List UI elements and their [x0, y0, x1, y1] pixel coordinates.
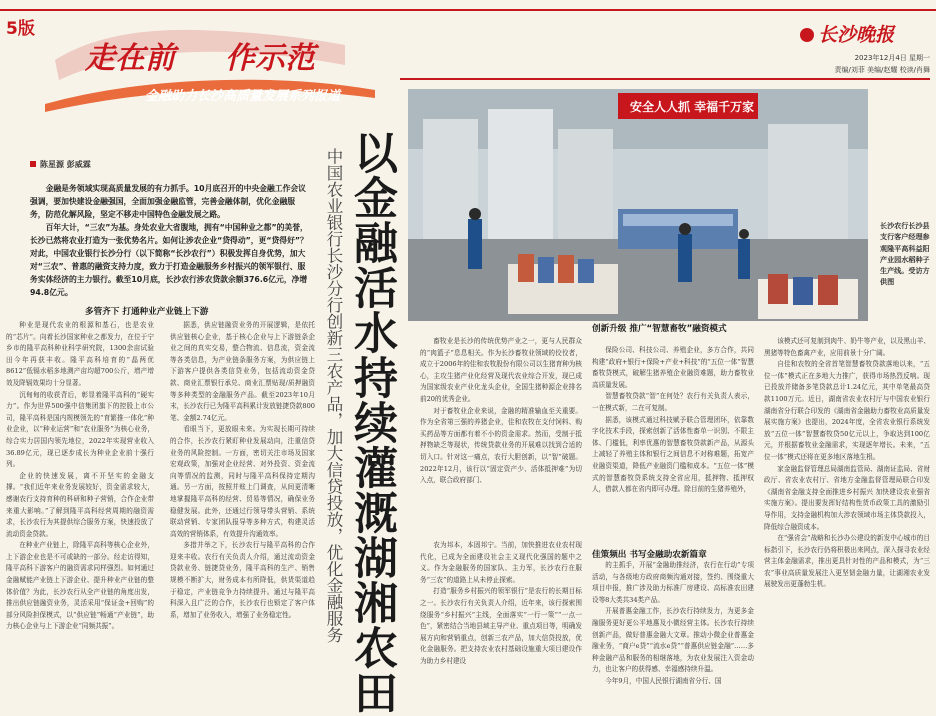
series-banner — [45, 20, 385, 115]
body-paragraph: 在“强省会”战略和长沙办公建设的新发中心城市的目标指引下，长沙农行仍将积极出来网点，深入探寻农业经营主体金融需求，推出更具针对性的产品和模式，为“三农”事业高质量发展注入更坚韧金融力量，让湖湘农业发展驶发出更蓬勃生机。 — [764, 534, 930, 589]
date-line: 2023年12月4日 星期一 — [854, 54, 930, 62]
body-paragraph: 该模式还可复制到肉牛、奶牛等产业，以及黑山羊、黑猪等特色畜禽产业，应用前景十分广阔。 — [764, 337, 930, 357]
body-paragraph: 据悉，该模式通过科技赋予联合管理团环，依靠数字化技术手段，探索创新了活体性畜单一识别、不限主体、门槛低，利率优惠的智慧畜牧贷款新产品，从源头上减轻了养殖主体和银行之间信息不对称难题，拓宽产业融资渠道，降低产业融资门槛和成本。“五位一体”模式的智慧畜牧贷系统支持全省应用，抵押物、抵押权人，借款人都在省内即可办理。除目前的生猪养殖外， — [592, 415, 754, 494]
body-paragraph: 的主抓手，开展“金融助推经济，农行在行动”专项活动，与各级地方政府商频沟通对接，签约、围绕重大项目申报，推广涉及助力标准厂房建设、高标准农田建设等8大类共34类产品。 — [592, 561, 754, 604]
body-paragraph: 今年9月，中国人民银行湖南省分行、国 — [605, 676, 722, 685]
factory-photo — [408, 89, 868, 321]
page-number: 5版 — [6, 19, 35, 39]
section2-heading: 创新升级 推广“智慧畜牧”融资模式 — [592, 324, 727, 334]
lead-paragraph: 百年大计，“三农”为基。身处农业大省腹地，拥有“中国种业之都”的美誉，长沙已然将农业打造为一张优势名片。如何让涉农企业“贷得动”，更“贷得好”？对此，中国农业银行长沙分行（以下简称“长沙农行”）积极发挥自身优势，加大对“三农”、普惠的融资支持力度，致力于打造金融服务乡村振兴的领军银行、服务实体经济的主力银行。截至10月底，长沙农行涉农贷款余额376.6亿元，净增94.8亿元。 — [30, 223, 308, 297]
photo-caption: 长沙农行长沙县支行客户经理参观隆平高科益阳产业园水稻种子生产线。受访方供图 — [880, 221, 930, 287]
article-subtitle: 中国农业银行长沙分行创新三农产品，加大信贷投放，优化金融服务 — [324, 148, 343, 643]
editors-line: 责编/刘菲 美编/赵耀 校读/肖舞 — [834, 66, 930, 74]
body-paragraph: 保险公司、科技公司、养殖企业，多方合作，共同构建“政府+银行+保险+产业+科技”的“五位一体”智慧畜牧贷模式，破解生猪养殖企业融资难题，助力畜牧业高质量发展。 — [592, 346, 754, 389]
body-paragraph: 畜牧业是长沙的传统优势产业之一，更与人民群众的“肉篮子”息息相关。作为长沙畜牧业领域的佼佼者，成立于2006年的佳和农牧股份有限公司以生猪育种为核心，主攻生猪产业化经营及现代农业综合开发，现已成为国家级农业产业化龙头企业，全国生猪种源企业排名前20的优秀企业。 — [420, 337, 582, 403]
masthead-meta — [765, 52, 930, 76]
slogan-part2: 作示范 — [225, 41, 315, 76]
body-paragraph: 多措并举之下，长沙农行与隆平高科的合作迎来丰收。农行有关负责人介绍，通过流动资金贷款业务、链捷贷业务，隆平高科的生产、销售规模不断扩大，财务成本有所降低，供货渠道趋于稳定，产业链竞争力持续提升。通过与隆平高科深入且广泛的合作，长沙农行也锁定了客户体系，增加了业务收入，增强了业务稳定性。 — [170, 541, 315, 619]
body-column-1 — [6, 320, 154, 712]
lead-paragraphs — [30, 182, 310, 297]
body-column-3 — [420, 336, 582, 542]
body-paragraph: 打造“服务乡村振兴的领军银行”是农行的长期目标之一。长沙农行有关负责人介绍，近年来，该行探索围绕服务“乡村振兴”主线，全面落实“一行一策”“一点一色”，紧密结合当地县域主导产业、重点项目等，明确发展方向和营销重点，创新三农产品，加大信贷投放，优化金融服务。把支持农业农村基础设施重大项目建设作为助力乡村建设 — [420, 587, 582, 665]
body-column-6 — [420, 540, 582, 710]
author-marker-icon — [30, 161, 36, 167]
body-column-5 — [764, 336, 930, 706]
body-paragraph: 智慧畜牧贷款“智”在何处？农行有关负责人表示，一在模式新，二在可复制。 — [592, 392, 754, 412]
section3-heading: 佳策频出 书写金融助农新篇章 — [592, 550, 707, 560]
factory-photo-art — [408, 89, 868, 321]
lead-paragraph: 金融是务领域实现高质量发展的有力抓手。10月底召开的中央金融工作会议强调，要加快建设金融强国，全面加强金融监管，完善金融体制，优化金融服务，防范化解风险，坚定不移走中国特色金融发展之路。 — [30, 184, 306, 219]
series-title: 金融助力长沙高质量发展系列报道 — [145, 89, 341, 104]
body-paragraph: 企业的快速发展，离不开坚实的金融支撑。“我们近年来业务发展较好，资金需求较大，感谢农行支持育种的科研和种子营销，合作企业带来重大影响。”了解到隆平高科经营周期的融资需求，长沙农行为其提供综合服务方案，快速投放了流动资金贷款。 — [6, 471, 154, 538]
body-paragraph: 开展普惠金融工作，长沙农行持续发力，为更多金融服务更好更公平地惠及小微经营主体。长沙农行持续创新产品，做好普惠金融大文章。推动小微企业普惠金融业务，“商户e贷”“流水e贷”“普惠供应链金融”……多种金融产品和服务的相继落地，为农业发展注入资金动力，也让客户的获得感、幸福感持续升温。 — [592, 607, 754, 674]
body-column-7 — [592, 560, 754, 710]
header-rule — [400, 78, 930, 80]
body-paragraph: 家金融监督管理总局湖南监管局、湖南证监局、省财政厅、省农业农村厅、省地方金融监督管理局联合印发《湖南省金融支持全面推进乡村振兴 加快建设农业强省实施方案》。提出要发挥好结构性货币政策工具的激励引导作用，支持金融机构加大涉农领域市场主体贷款投入，降低综合融资成本。 — [764, 464, 930, 531]
body-paragraph: 种业是现代农业的根源和基石，也是农业的“芯片”。向着长沙国家种业之都发力，在位于宁乡市的隆平高科种业科学研究院，1300余亩试验田今年再获丰收。隆平高科培育的“晶两优8612”低镉水稻多地测产亩均超700公斤，增产增效及降镉效果均十分显著。 — [6, 321, 154, 387]
article-title: 以金融活水持续灌溉湖湘农田 — [346, 130, 397, 715]
photo-banner-text: 安全人人抓 幸福千万家 — [630, 100, 755, 114]
section1-heading: 多管齐下 打通种业产业链上下游 — [85, 307, 209, 317]
masthead-logo-icon — [800, 28, 814, 42]
body-paragraph: 沉甸甸的收获背后，彰显着隆平高科的“硬实力”。作为世界500强中信集团旗下的控股上市公司，隆平高科是国内规模领先的“育繁推一体化”种业企业，以“种业运营”和“农业服务”为核心业务，综合实力居国内领先地位，2022年实现营业收入36.89亿元，现已逐步成长为种业企业前十强行列。 — [6, 390, 154, 469]
masthead-title: 长沙晚报 — [818, 24, 895, 46]
body-column-4 — [592, 345, 754, 542]
body-paragraph: 看眼当下，更放眼未来。为实现长期可持续的合作，长沙农行紧盯种业发展动向，注重信贷业务的风险控制。一方面，密切关注市场及国家宏观政策，加强对企业经营、对外投资、资金流向等情况的监测，同时与隆平高科保持定期沟通。另一方面，按照并账上门调查，从间更清晰地掌握隆平高科的经营、贸易等情况，确保业务稳健发展。此外，还通过行领导带头营销、系统联动营销、专家团队报导等多种方式，构建灵活高效的营销体系，有效提升沟通效率。 — [170, 425, 315, 538]
top-rule — [0, 9, 936, 11]
slogan-part1: 走在前 — [85, 41, 175, 76]
body-paragraph: 自佳和农牧的全省首笔智慧畜牧贷款落地以来，“五位一体”模式正在多地大力推广，获得市场热烈反响。现已投放并储备多笔贷款总计1.24亿元，其中单笔最高贷款1100万元。近日，湖南省农业农村厅与中国农业银行湖南省分行联合印发的《湖南省金融助力畜牧业高质量发展实施方案》也提出，2024年度，全省农业银行系统发放“五位一体”智慧畜牧贷50亿元以上，争取达到100亿元，并根据畜牧业金融需求，实现逐年增长。未来，“五位一体”模式还将在更多地区落地生根。 — [764, 360, 930, 461]
body-paragraph: 对于畜牧业企业来说，金融的精准输血至关重要。作为全省第三强的养猪企业，佳和农牧在支付饲料、购买药品等方面都有着不小的资金需求。然而，受制于抵押物缺乏等现状，传统贷款业务的开展难以找到合适的切入口。针对这一痛点，农行大胆创新，以“智”破题。2022年12月，该行以“固定资产少、活体抵押难”为切入点，联合政府部门、 — [420, 406, 582, 485]
series-banner-art — [45, 20, 385, 115]
authors: 陈星源 彭威霖 — [40, 160, 91, 169]
byline — [30, 159, 200, 171]
body-paragraph: 在种业产业链上，除隆平高科等核心企业外，上下游企业也是不可或缺的一部分。经走访得知，隆平高科下游客户的融资需求同样强烈。如何通过金融赋能产业链上下游企业、提升种业产业链的整体价值？为此，长沙农行从全产业链的角度出发，推出供应链融资业务，灵活采用“保证金+回购”的部分风险担保模式，以“供应链”畅通“产业链”，助力核心企业与上下游企业“同频共振”。 — [6, 541, 154, 631]
body-paragraph: 据悉，供应链融资业务的开展逻辑，是依托供应链核心企业，基于核心企业与上下游链条企业之间的真实交易，整合物流、信息流，资金流等各类信息，为产业链条服务方案，为供应链上下游客户提供各类信贷业务，包括流动资金贷款、商业汇票银行承兑、商业汇票贴现/质押融资等多种类型的金融服务产品。截至2023年10月末，长沙农行已为隆平高科累计发放链捷贷款800笔、金额2.74亿元。 — [170, 321, 315, 422]
body-column-2 — [170, 320, 315, 712]
body-paragraph: 农为邦本，本固邦宁。当前，加快推进农业农村现代化，已成为全面建设社会主义现代化强国的题中之义。作为金融服务的国家队、主力军，长沙农行在服务“三农”的道路上从未停止探索。 — [420, 541, 582, 584]
masthead — [800, 20, 930, 44]
